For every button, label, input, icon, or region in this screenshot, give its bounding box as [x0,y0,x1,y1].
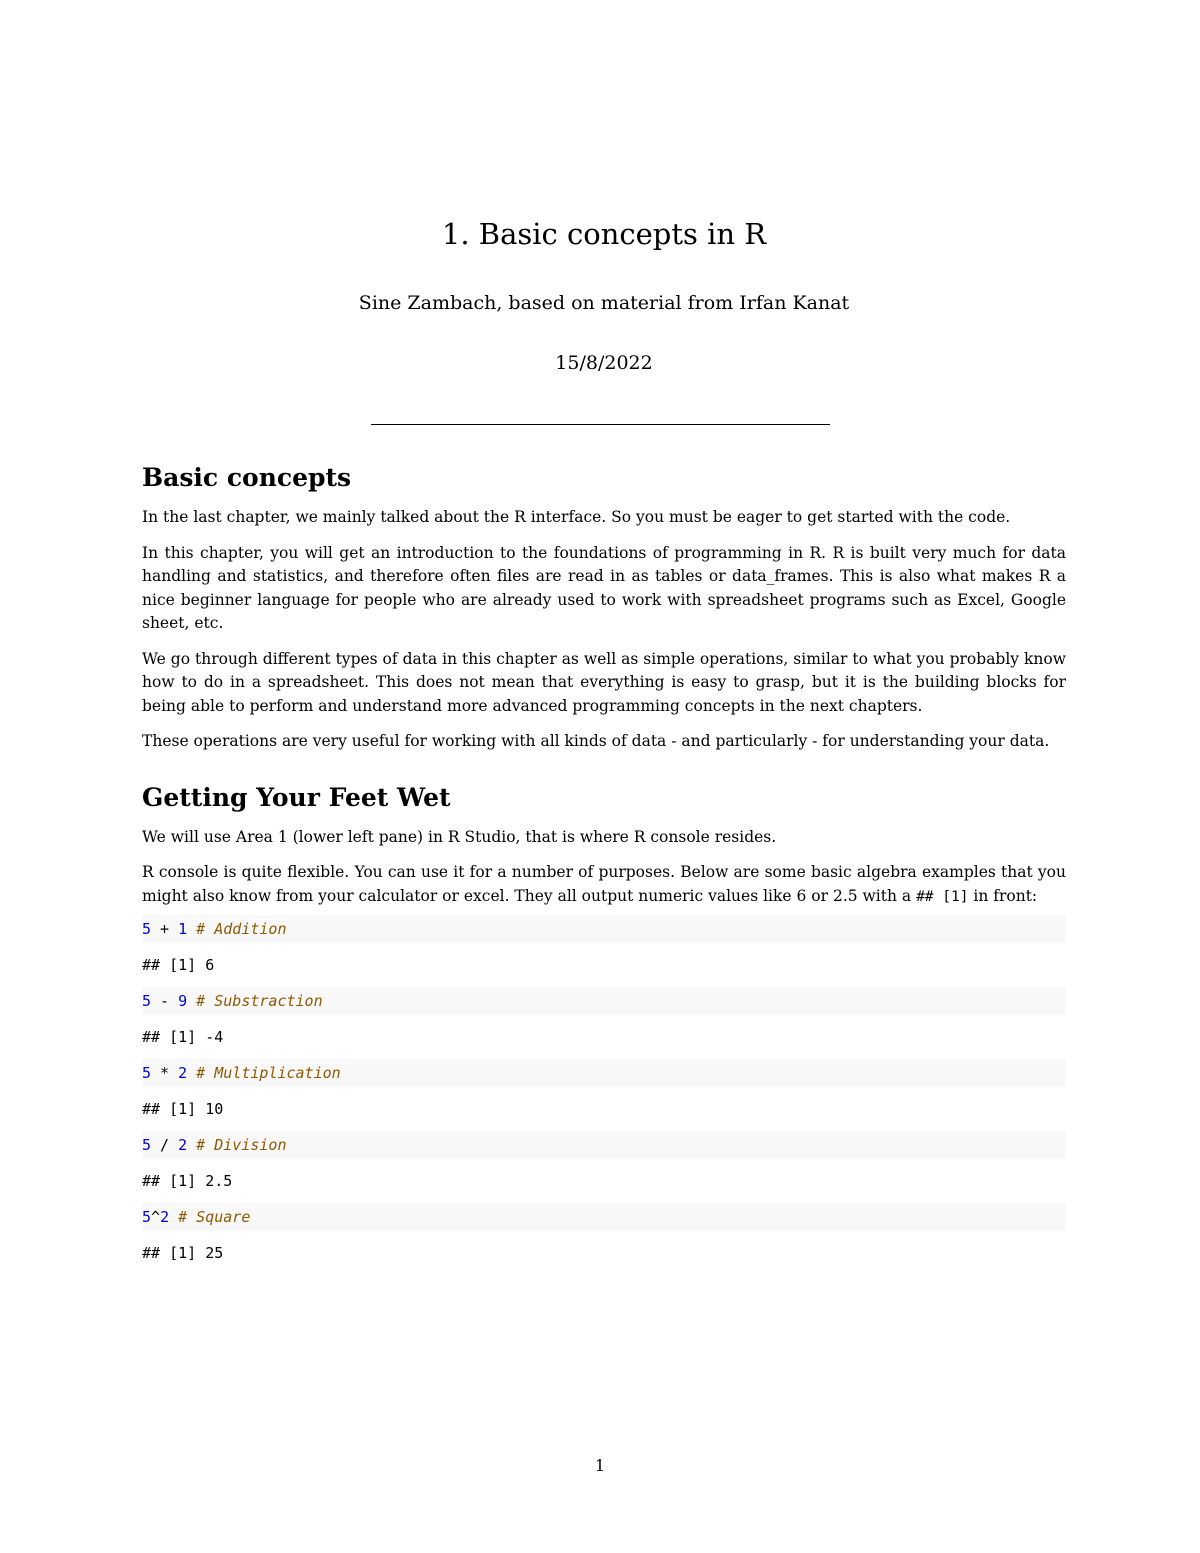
paragraph [142,861,1066,909]
code-operator: * [151,1064,179,1082]
code-number: 5 [142,1208,152,1226]
code-operator: - [151,992,179,1010]
code-block-substraction [142,987,1066,1015]
code-number: 2 [178,1136,188,1154]
code-number: 1 [178,920,188,938]
document-content [142,458,1066,1275]
document-title: 1. Basic concepts in R [441,217,767,251]
code-block-multiplication [142,1059,1066,1087]
code-block-square [142,1203,1066,1231]
code-number: 5 [142,1136,152,1154]
code-comment: # Addition [187,920,287,938]
code-operator: + [151,920,179,938]
code-output: ## [1] 2.5 [142,1172,233,1190]
code-comment: # Division [187,1136,287,1154]
code-operator: / [151,1136,179,1154]
document-date: 15/8/2022 [555,352,653,374]
paragraph-text: in front: [968,886,1038,905]
code-number: 5 [142,920,152,938]
section-heading-basic-concepts: Basic concepts [142,463,352,492]
code-number: 2 [160,1208,170,1226]
code-examples [142,915,1066,1265]
code-number: 5 [142,1064,152,1082]
code-number: 5 [142,992,152,1010]
code-operator: ^ [151,1208,161,1226]
code-output: ## [1] -4 [142,1028,224,1046]
code-number: 9 [178,992,188,1010]
code-comment: # Square [169,1208,251,1226]
page-number: 1 [594,1456,606,1475]
code-comment: # Multiplication [187,1064,341,1082]
paragraph: These operations are very useful for working with all kinds of data - and particularly - for understanding your data. [142,732,1050,750]
code-block-addition [142,915,1066,943]
code-block-division [142,1131,1066,1159]
horizontal-rule [371,424,830,425]
code-output: ## [1] 6 [142,956,215,974]
code-output: ## [1] 10 [142,1100,224,1118]
section-heading-getting-your-feet-wet: Getting Your Feet Wet [142,782,451,812]
inline-code: ## [1] [916,888,969,905]
document-author: Sine Zambach, based on material from Irfan Kanat [358,292,850,314]
paragraph: In the last chapter, we mainly talked about the R interface. So you must be eager to get started with the code. [142,508,1011,526]
code-comment: # Substraction [187,992,323,1010]
paragraph-text: R console is quite flexible. You can use it for a number of purposes. Below are some basic algebra examples that you might also know from your calculator or excel. They all output numeric values like 6 or 2.5 with a [142,863,1066,905]
code-output: ## [1] 25 [142,1244,224,1262]
paragraph: We go through different types of data in this chapter as well as simple operations, similar to what you probably know how to do in a spreadsheet. This does not mean that everything is easy to grasp, but it is the building blocks for being able to perform and understand more advanced programming concepts in the next chapters. [142,649,1066,715]
code-number: 2 [178,1064,188,1082]
paragraph: We will use Area 1 (lower left pane) in R Studio, that is where R console resides. [142,827,777,846]
paragraph: In this chapter, you will get an introduction to the foundations of programming in R. R is built very much for data handling and statistics, and therefore often files are read in as tables or data_frames. This is also what makes R a nice beginner language for people who are already used to work with spreadsheet programs such as Excel, Google sheet, etc. [142,543,1066,632]
